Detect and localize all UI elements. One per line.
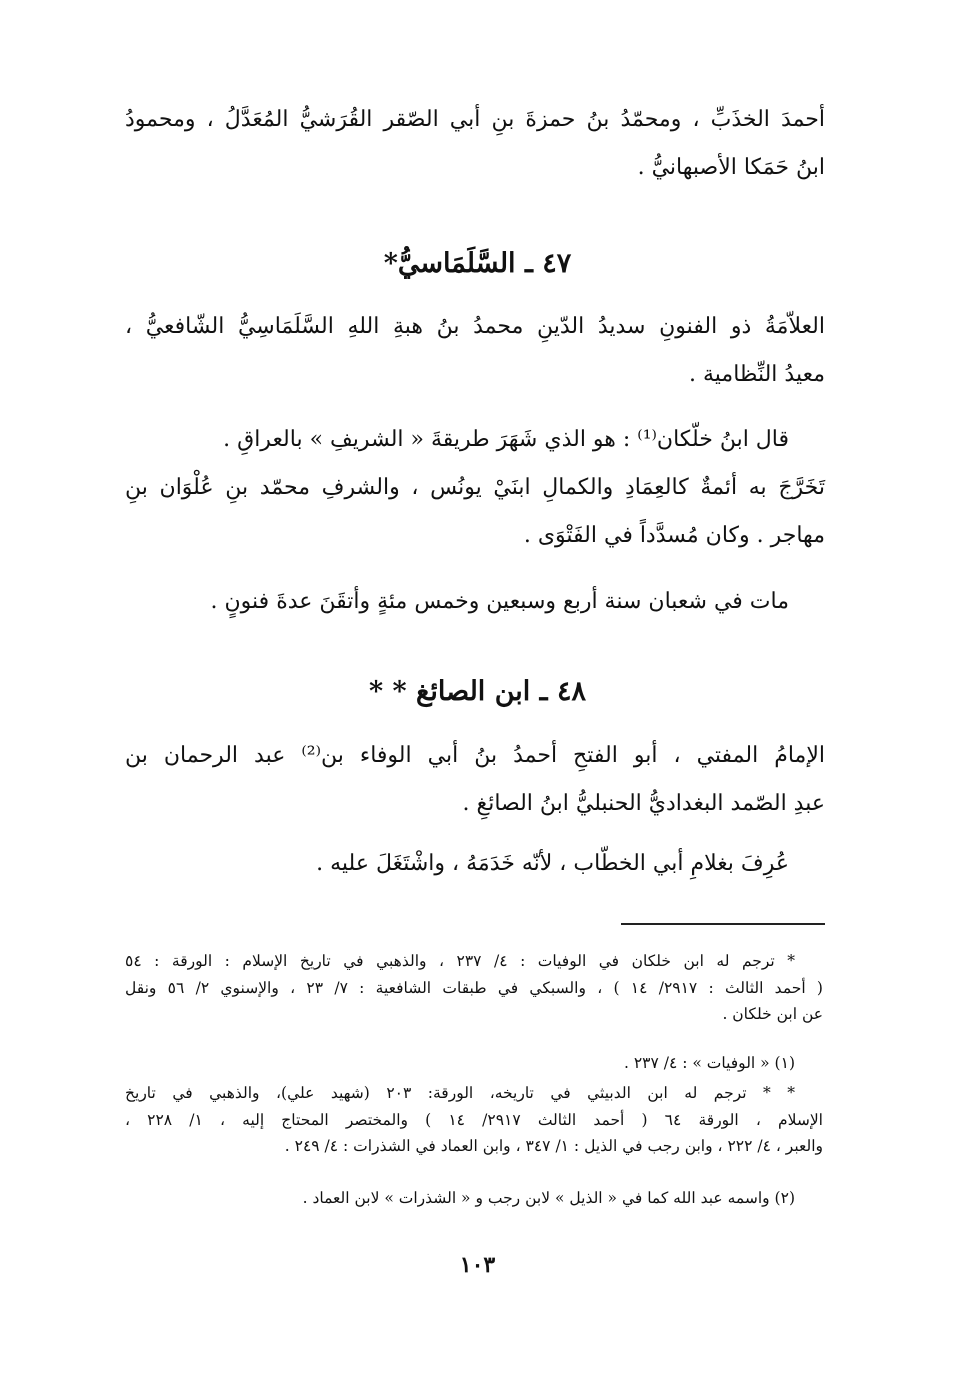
footnote-entry-47-sources [125,948,823,1028]
text-line: قال ابنُ خلّكان⁽¹⁾ : هو الذي شَهَرَ طريقةَ « الشريفِ » بالعراقِ . [223,427,789,452]
footnote-line: الإسلام ، الورقة ٦٤ ( أحمد الثالث ٢٩١٧/ ١٤ ) والمختصر المحتاج إليه ، ١/ ٢٢٨ ، [125,1110,823,1129]
text-line: مات في شعبان سنة أربع وسبعين وخمس مئةٍ وأتقَنَ عدةَ فنونٍ . [210,589,789,614]
footnote-entry-48-sources [125,1080,823,1160]
text-line: عبدِ الصّمد البغداديُّ الحنبليُّ ابنُ الصائغِ . [462,791,825,816]
footnote-line: (١) « الوفيات » : ٤/ ٢٣٧ . [623,1054,795,1072]
text-line: معيدُ النِّظامية . [689,362,825,387]
entry-48-heading: ٤٨ ـ ابن الصائغ * * [369,676,586,707]
footnote-separator [621,923,825,925]
footnote-line: عن ابن خلكان . [722,1005,823,1023]
intro-paragraph [125,96,825,192]
page-number: ١٠٣ [459,1252,496,1278]
entry-47-paragraph-1 [125,303,825,399]
entry-47-paragraph-2 [125,416,825,560]
footnote-line: * * ترجم له ابن الدبيثي في تاريخه، الورقة: ٢٠٣ (شهيد علي)، والذهبي في تاريخ [125,1084,795,1102]
text-line: العلاّمَةُ ذو الفنونِ سديدُ الدّينِ محمدُ بنُ هبةِ اللهِ السَّلَمَاسِيُّ الشّافعيُّ ، [125,314,825,339]
text-line: تَخَرَّجَ به أئمةٌ كالعِمَادِ والكمالِ ابنَيْ يونُس ، والشرفِ محمّد بنِ عُلْوَان بنِ [125,475,825,500]
text-line: ابنُ حَمَكا الأصبهانيُّ . [637,155,825,180]
text-line: الإمامُ المفتي ، أبو الفتحِ أحمدُ بنُ أبي الوفاء بن⁽²⁾ عبد الرحمان بن [125,743,825,768]
footnote-line: * ترجم له ابن خلكان في الوفيات : ٤/ ٢٣٧ ، والذهبي في تاريخ الإسلام : الورقة : ٥٤ [125,952,795,970]
footnote-line: ( أحمد الثالث : ٢٩١٧/ ١٤ ) ، والسبكي في طبقات الشافعية : ٧/ ٢٣ ، والإسنوي ٢/ ٥٦ ونقل [125,978,823,997]
entry-47-paragraph-3 [125,578,825,626]
footnote-line: (٢) واسمه عبد الله كما في « الذيل » لابن رجب و « الشذرات » لابن العماد . [302,1189,795,1207]
footnote-1 [125,1050,823,1077]
entry-47-heading: ٤٧ ـ السَّلَمَاسيُّ* [383,248,572,279]
footnote-line: والعبر ، ٤/ ٢٢٢ ، وابن رجب في الذيل : ١/ ٣٤٧ ، وابن العماد في الشذرات : ٤/ ٢٤٩ . [284,1137,823,1155]
text-line: مهاجر . وكان مُسدَّداً في الفَتْوَى . [523,523,825,548]
text-line: عُرِفَ بغلامِ أبي الخطّاب ، لأنّه خَدَمَهُ ، واشْتَغَلَ عليه . [316,851,789,876]
text-line: أحمدَ الخذَبِّ ، ومحمّدُ بنُ حمزةَ بنِ أبي الصّقر القُرَشيُّ المُعَدَّلُ ، ومحمودُ [125,107,825,132]
footnote-2 [125,1185,823,1212]
entry-48-paragraph-1 [125,732,825,828]
entry-48-paragraph-2 [125,840,825,888]
